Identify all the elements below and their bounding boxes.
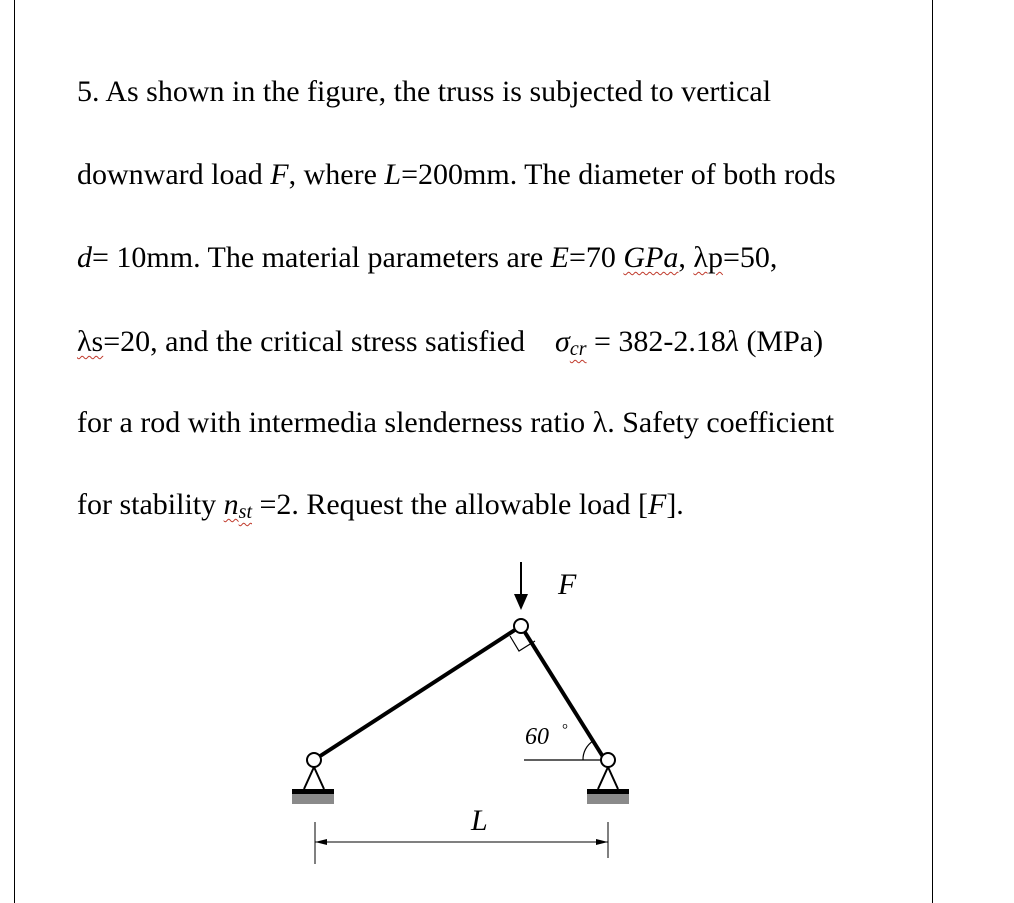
symbol-d: d <box>77 241 92 274</box>
load-arrow <box>514 562 528 610</box>
angle-degree-symbol: ° <box>562 722 568 738</box>
text: =2. Request the allowable load [ <box>252 488 648 521</box>
symbol-lambda-s: λs <box>77 325 104 358</box>
text: = 382-2.18 <box>586 325 726 358</box>
text: =50, <box>722 241 778 274</box>
dimension-line <box>315 822 608 864</box>
symbol-L: L <box>384 158 402 191</box>
symbol-F: F <box>270 158 289 191</box>
text: =200mm. The diameter of both rods <box>401 158 836 191</box>
line-1-text: 5. As shown in the figure, the truss is subjected to vertical <box>77 75 772 108</box>
text: = 10mm. The material parameters are <box>92 241 551 274</box>
angle-label: 60 <box>525 724 549 750</box>
subscript-cr: cr <box>569 338 587 360</box>
text: =20, and the critical stress satisfied <box>103 325 526 358</box>
text: ]. <box>666 488 684 521</box>
symbol-lambda-p: λp <box>693 241 723 274</box>
text: , where <box>288 158 385 191</box>
subscript-st: st <box>238 501 252 523</box>
length-label: L <box>471 804 488 837</box>
text: (MPa) <box>738 325 824 358</box>
symbol-lambda: λ <box>725 325 739 358</box>
unit-GPa: GPa <box>623 241 679 274</box>
right-angle-mark <box>510 636 535 651</box>
text: for stability <box>77 488 224 521</box>
symbol-sigma: σ <box>555 325 570 358</box>
right-pin-support <box>587 753 629 804</box>
symbol-E: E <box>550 241 569 274</box>
text: =70 <box>569 241 624 274</box>
line-5-text: for a rod with intermedia slenderness ratio λ. Safety coefficient <box>77 406 835 439</box>
load-label: F <box>558 568 577 601</box>
symbol-n: n <box>223 488 239 521</box>
symbol-F-bracket: F <box>647 488 667 521</box>
left-pin-support <box>292 753 334 804</box>
angle-arc <box>583 741 593 760</box>
text: downward load <box>77 158 271 191</box>
top-joint <box>514 619 528 633</box>
left-rod <box>314 626 521 760</box>
text: , <box>678 241 694 274</box>
